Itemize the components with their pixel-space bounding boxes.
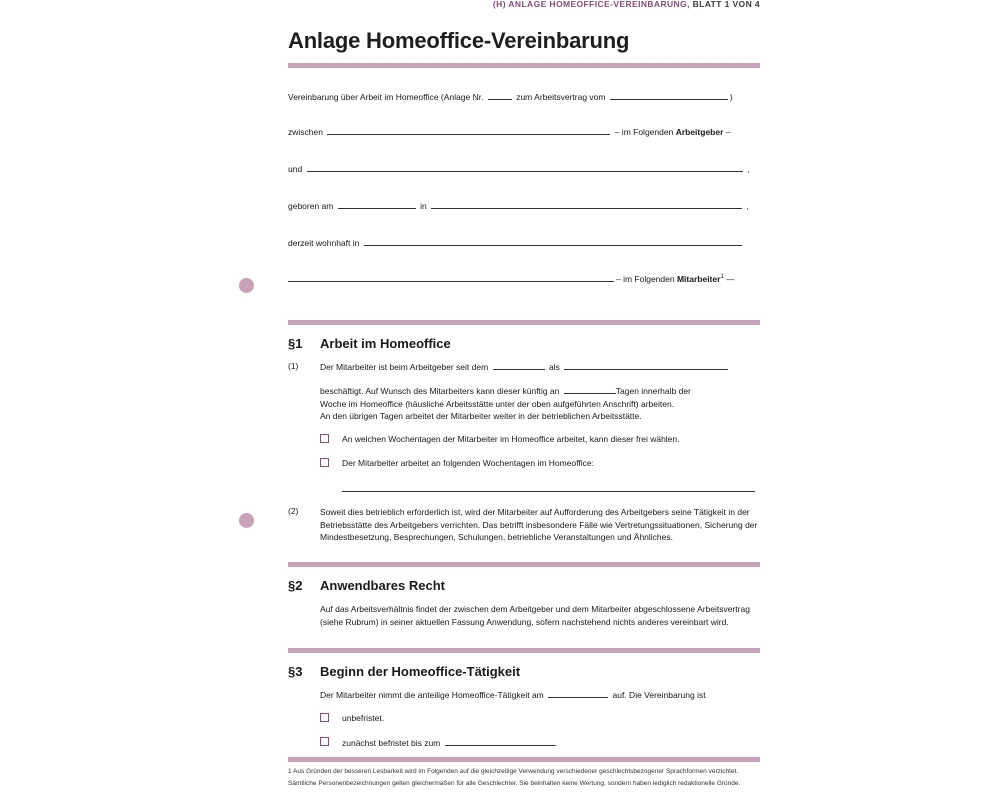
contract-date-field[interactable] — [610, 91, 728, 100]
parties-line-1 — [288, 91, 733, 102]
divider-band — [288, 562, 760, 567]
section-number: §2 — [288, 578, 303, 593]
end-date-field[interactable] — [445, 737, 558, 748]
employee-name-field[interactable] — [307, 163, 743, 172]
parties-text: – — [725, 127, 731, 137]
body-text: Woche im Homeoffice (häusliche Arbeitsstätte unter der oben aufgeführten Anschrift) arbeiten. — [320, 398, 675, 409]
address-field-2[interactable] — [288, 273, 614, 282]
section-title: Anwendbares Recht — [320, 578, 445, 593]
section-title: Beginn der Homeoffice-Tätigkeit — [320, 664, 521, 679]
checkbox-label: unbefristet. — [342, 713, 385, 723]
section-heading-2 — [288, 578, 445, 593]
paragraph-number: (1) — [288, 361, 299, 371]
parties-line-3 — [288, 163, 749, 174]
parties-text: — — [726, 274, 735, 284]
checkbox-label: Der Mitarbeiter arbeitet an folgenden Wochentagen im Homeoffice: — [342, 458, 594, 468]
s3-line-1 — [320, 689, 706, 700]
body-text: An den übrigen Tagen arbeitet der Mitarbeiter weiter in der betrieblichen Arbeitsstätte. — [320, 411, 642, 421]
parties-text: – im Folgenden — [616, 274, 675, 284]
checkbox-free-choice[interactable] — [320, 434, 329, 443]
checkbox-label-limited — [342, 737, 557, 748]
section-heading-1 — [288, 336, 451, 351]
checkbox-unlimited[interactable] — [320, 713, 329, 722]
paragraph-number: (2) — [288, 506, 299, 516]
parties-text: geboren am — [288, 201, 334, 211]
page-header — [493, 0, 760, 9]
parties-line-4 — [288, 200, 749, 211]
parties-text: und — [288, 164, 303, 174]
employee-label: Mitarbeiter — [676, 274, 721, 284]
parties-text: zwischen — [288, 127, 323, 137]
parties-text: , — [746, 164, 750, 174]
body-text: Der Mitarbeiter ist beim Arbeitgeber seit dem — [320, 362, 489, 372]
parties-text: zum Arbeitsvertrag vom — [516, 92, 606, 102]
birth-date-field[interactable] — [338, 200, 416, 209]
section-title: Arbeit im Homeoffice — [320, 336, 451, 351]
body-text: . — [554, 738, 558, 748]
body-text: Der Mitarbeiter nimmt die anteilige Homeoffice-Tätigkeit am — [320, 690, 544, 700]
punch-hole-mark — [239, 278, 254, 293]
section-heading-3 — [288, 664, 520, 679]
header-prefix: (H) — [492, 0, 506, 9]
section-number: §1 — [288, 336, 303, 351]
parties-text: – im Folgenden — [614, 127, 674, 137]
employer-label: Arbeitgeber — [675, 127, 724, 137]
punch-hole-mark — [239, 513, 254, 528]
parties-text: ) — [729, 92, 733, 102]
employed-since-field[interactable] — [493, 361, 545, 370]
start-date-field[interactable] — [548, 689, 608, 698]
homeoffice-days-field[interactable] — [564, 385, 616, 394]
position-field[interactable] — [564, 361, 728, 370]
s2-paragraph: Auf das Arbeitsverhältnis findet der zwischen dem Arbeitgeber und dem Mitarbeiter abgeschlossene Arbeitsvertrag (siehe Rubrum) in seiner aktuellen Fassung Anwendung, sofern nachstehend nichts anderes vereinbart wird. — [320, 604, 750, 627]
address-field[interactable] — [364, 237, 742, 246]
parties-text: in — [420, 201, 427, 211]
footnote-ref: 1 — [720, 274, 724, 281]
body-text: auf. Die Vereinbarung ist — [612, 690, 706, 700]
parties-line-5 — [288, 237, 744, 248]
parties-text: , — [746, 201, 749, 211]
parties-text: Vereinbarung über Arbeit im Homeoffice (Anlage Nr. — [288, 92, 484, 102]
document-title: Anlage Homeoffice-Vereinbarung — [288, 28, 630, 53]
s1-line-1 — [320, 361, 730, 372]
employer-field[interactable] — [327, 126, 610, 135]
divider-band — [288, 757, 760, 762]
body-text: zunächst befristet bis zum — [342, 738, 441, 748]
body-text: als — [548, 362, 560, 372]
parties-line-6 — [288, 273, 735, 284]
divider-band — [288, 63, 760, 68]
checkbox-label: An welchen Wochentagen der Mitarbeiter im Homeoffice arbeitet, kann dieser frei wählen. — [342, 434, 680, 444]
section-number: §3 — [288, 664, 303, 679]
s1-paragraph-1 — [320, 385, 760, 423]
divider-band — [288, 320, 760, 325]
s1-paragraph-2: Soweit dies betrieblich erforderlich ist, wird der Mitarbeiter auf Aufforderung des Arbeitgebers seine Tätigkeit in der Betriebsstätte des Arbeitgebers verrichten. Das betrifft insbesondere Fälle wie Vertretungssituationen, Sicherung der Mindestbesetzung, Besprechungen, Schulungen, betriebliche Veranstaltungen und Ähnliches. — [320, 507, 758, 542]
birth-place-field[interactable] — [431, 200, 742, 209]
divider-band — [288, 648, 760, 653]
header-page: BLATT 1 VON 4 — [692, 0, 760, 9]
body-text: Tagen innerhalb der — [615, 386, 691, 396]
body-text: beschäftigt. Auf Wunsch des Mitarbeiters kann dieser künftig an — [320, 386, 560, 396]
footnote: 1 Aus Gründen der besseren Lesbarkeit wird im Folgenden auf die gleichzeitige Verwendung verschiedener geschlechtsbezogener Sprachformen verzichtet. Sämtliche Personenbezeichnungen gelten gleichermaßen für alle Geschlechter. Sie beinhalten keine Wertung, sondern haben lediglich redaktionelle Gründe. — [288, 768, 741, 787]
parties-text: derzeit wohnhaft in — [288, 238, 360, 248]
parties-line-2 — [288, 126, 731, 137]
annex-number-field[interactable] — [488, 91, 512, 100]
weekdays-field[interactable] — [342, 483, 755, 492]
checkbox-limited[interactable] — [320, 737, 329, 746]
header-title: ANLAGE HOMEOFFICE-VEREINBARUNG, — [508, 0, 690, 9]
checkbox-fixed-days[interactable] — [320, 458, 329, 467]
